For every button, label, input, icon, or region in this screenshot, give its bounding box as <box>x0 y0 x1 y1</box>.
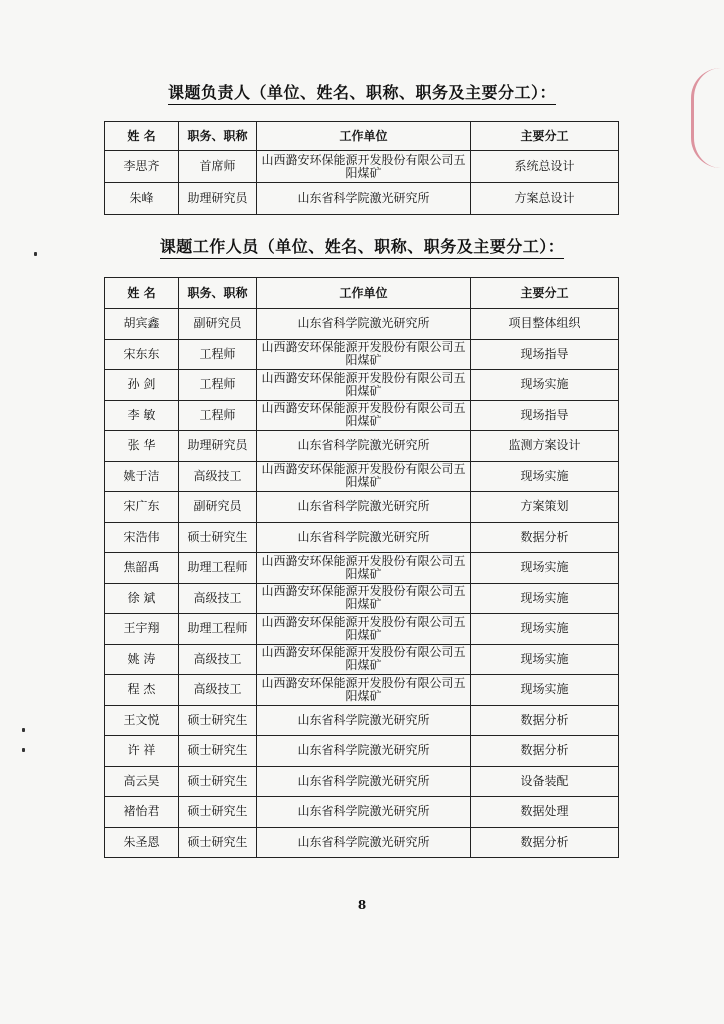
staff-table <box>104 277 619 858</box>
cell-name: 孙 剑 <box>105 370 179 401</box>
cell-unit: 山西潞安环保能源开发股份有限公司五阳煤矿 <box>257 553 471 584</box>
cell-role: 现场实施 <box>471 370 619 401</box>
cell-name: 高云昊 <box>105 766 179 797</box>
leaders-table-body <box>105 151 619 215</box>
cell-title: 硕士研究生 <box>179 827 257 858</box>
table-row <box>105 553 619 584</box>
cell-title: 助理工程师 <box>179 614 257 645</box>
cell-role: 系统总设计 <box>471 151 619 183</box>
cell-role: 现场指导 <box>471 400 619 431</box>
cell-name: 李思齐 <box>105 151 179 183</box>
scan-speck <box>22 748 25 752</box>
cell-role: 数据分析 <box>471 827 619 858</box>
header-name: 姓 名 <box>105 122 179 151</box>
table-header-row <box>105 122 619 151</box>
cell-title: 助理研究员 <box>179 183 257 215</box>
cell-title: 首席师 <box>179 151 257 183</box>
cell-unit: 山西潞安环保能源开发股份有限公司五阳煤矿 <box>257 339 471 370</box>
cell-role: 项目整体组织 <box>471 309 619 340</box>
section-title-leaders <box>0 80 724 103</box>
cell-title: 副研究员 <box>179 309 257 340</box>
cell-role: 监测方案设计 <box>471 431 619 462</box>
cell-name: 徐 斌 <box>105 583 179 614</box>
table-row <box>105 309 619 340</box>
cell-name: 褚怡君 <box>105 797 179 828</box>
table-row <box>105 492 619 523</box>
cell-title: 工程师 <box>179 400 257 431</box>
cell-title: 工程师 <box>179 370 257 401</box>
header-title: 职务、职称 <box>179 278 257 309</box>
table-row <box>105 583 619 614</box>
cell-title: 硕士研究生 <box>179 522 257 553</box>
cell-name: 宋东东 <box>105 339 179 370</box>
header-role: 主要分工 <box>471 278 619 309</box>
cell-role: 现场指导 <box>471 339 619 370</box>
header-name: 姓 名 <box>105 278 179 309</box>
header-unit: 工作单位 <box>257 278 471 309</box>
cell-unit: 山东省科学院激光研究所 <box>257 309 471 340</box>
section-title-staff <box>0 234 724 257</box>
cell-title: 高级技工 <box>179 675 257 706</box>
page-number: 8 <box>357 898 367 912</box>
cell-role: 现场实施 <box>471 644 619 675</box>
cell-role: 现场实施 <box>471 553 619 584</box>
leaders-table <box>104 121 619 215</box>
cell-name: 程 杰 <box>105 675 179 706</box>
table-header-row <box>105 278 619 309</box>
cell-name: 宋广东 <box>105 492 179 523</box>
cell-name: 许 祥 <box>105 736 179 767</box>
cell-title: 硕士研究生 <box>179 736 257 767</box>
table-row <box>105 400 619 431</box>
cell-title: 助理工程师 <box>179 553 257 584</box>
cell-title: 助理研究员 <box>179 431 257 462</box>
cell-unit: 山西潞安环保能源开发股份有限公司五阳煤矿 <box>257 461 471 492</box>
table-row <box>105 461 619 492</box>
table-row <box>105 151 619 183</box>
cell-name: 李 敏 <box>105 400 179 431</box>
table-row <box>105 705 619 736</box>
cell-role: 方案总设计 <box>471 183 619 215</box>
cell-role: 现场实施 <box>471 614 619 645</box>
header-unit: 工作单位 <box>257 122 471 151</box>
table-row <box>105 827 619 858</box>
cell-role: 数据分析 <box>471 705 619 736</box>
cell-title: 高级技工 <box>179 461 257 492</box>
cell-title: 硕士研究生 <box>179 766 257 797</box>
table-row <box>105 370 619 401</box>
cell-name: 姚于洁 <box>105 461 179 492</box>
cell-unit: 山东省科学院激光研究所 <box>257 705 471 736</box>
table-row <box>105 797 619 828</box>
cell-unit: 山东省科学院激光研究所 <box>257 797 471 828</box>
cell-unit: 山西潞安环保能源开发股份有限公司五阳煤矿 <box>257 614 471 645</box>
cell-unit: 山东省科学院激光研究所 <box>257 183 471 215</box>
cell-unit: 山西潞安环保能源开发股份有限公司五阳煤矿 <box>257 675 471 706</box>
scan-speck <box>22 728 25 732</box>
cell-title: 硕士研究生 <box>179 797 257 828</box>
table-row <box>105 431 619 462</box>
table-row <box>105 675 619 706</box>
header-role: 主要分工 <box>471 122 619 151</box>
cell-role: 数据处理 <box>471 797 619 828</box>
cell-unit: 山东省科学院激光研究所 <box>257 431 471 462</box>
cell-unit: 山西潞安环保能源开发股份有限公司五阳煤矿 <box>257 644 471 675</box>
cell-name: 宋浩伟 <box>105 522 179 553</box>
cell-unit: 山西潞安环保能源开发股份有限公司五阳煤矿 <box>257 400 471 431</box>
cell-name: 张 华 <box>105 431 179 462</box>
cell-name: 王文悦 <box>105 705 179 736</box>
cell-unit: 山东省科学院激光研究所 <box>257 736 471 767</box>
table-row <box>105 736 619 767</box>
cell-title: 高级技工 <box>179 644 257 675</box>
cell-title: 高级技工 <box>179 583 257 614</box>
cell-name: 胡宾鑫 <box>105 309 179 340</box>
table-row <box>105 766 619 797</box>
cell-role: 方案策划 <box>471 492 619 523</box>
header-title: 职务、职称 <box>179 122 257 151</box>
cell-unit: 山西潞安环保能源开发股份有限公司五阳煤矿 <box>257 151 471 183</box>
cell-name: 朱峰 <box>105 183 179 215</box>
cell-unit: 山东省科学院激光研究所 <box>257 766 471 797</box>
cell-unit: 山西潞安环保能源开发股份有限公司五阳煤矿 <box>257 370 471 401</box>
cell-role: 现场实施 <box>471 675 619 706</box>
section-title-text: 课题负责人（单位、姓名、职称、职务及主要分工）： <box>168 83 556 105</box>
cell-role: 数据分析 <box>471 736 619 767</box>
table-row <box>105 339 619 370</box>
cell-role: 现场实施 <box>471 583 619 614</box>
cell-unit: 山东省科学院激光研究所 <box>257 492 471 523</box>
cell-name: 姚 涛 <box>105 644 179 675</box>
cell-title: 硕士研究生 <box>179 705 257 736</box>
table-row <box>105 644 619 675</box>
section-title-text: 课题工作人员（单位、姓名、职称、职务及主要分工）： <box>160 237 565 259</box>
cell-title: 工程师 <box>179 339 257 370</box>
table-row <box>105 522 619 553</box>
cell-role: 现场实施 <box>471 461 619 492</box>
cell-name: 王宇翔 <box>105 614 179 645</box>
cell-unit: 山东省科学院激光研究所 <box>257 522 471 553</box>
cell-role: 数据分析 <box>471 522 619 553</box>
cell-title: 副研究员 <box>179 492 257 523</box>
table-row <box>105 614 619 645</box>
cell-name: 朱圣恩 <box>105 827 179 858</box>
cell-unit: 山东省科学院激光研究所 <box>257 827 471 858</box>
cell-name: 焦韶禹 <box>105 553 179 584</box>
table-row <box>105 183 619 215</box>
staff-table-body <box>105 309 619 858</box>
cell-role: 设备装配 <box>471 766 619 797</box>
cell-unit: 山西潞安环保能源开发股份有限公司五阳煤矿 <box>257 583 471 614</box>
